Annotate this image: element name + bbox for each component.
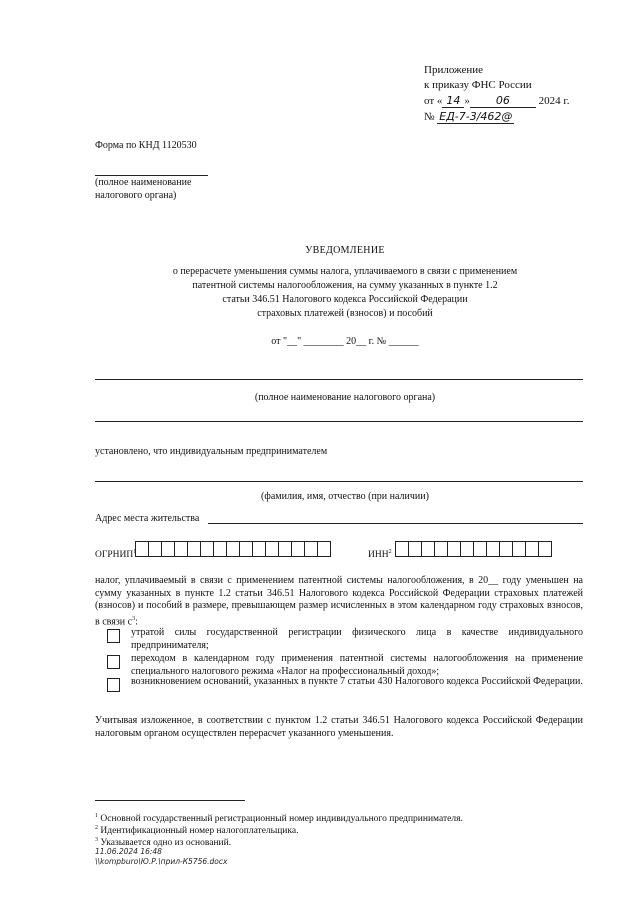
inn-cell[interactable] (395, 541, 409, 557)
ogrnip-cell[interactable] (200, 541, 214, 557)
fio-caption: (фамилия, имя, отчество (при наличии) (261, 491, 429, 502)
ogrnip-cells[interactable] (135, 541, 330, 557)
order-month: 06 (470, 94, 536, 108)
from-mid: » (464, 95, 470, 107)
inn-cell[interactable] (421, 541, 435, 557)
stamp-path: \\kompburo\Ю.Р.\прил-К5756.docx (95, 857, 228, 866)
inn-cell[interactable] (473, 541, 487, 557)
ogrnip-cell[interactable] (135, 541, 149, 557)
footnote-separator (95, 800, 245, 801)
inn-cell[interactable] (486, 541, 500, 557)
number-value: ЕД-7-3/462@ (439, 110, 513, 123)
tax-organ-full-line-2 (95, 421, 583, 422)
body-footnote-ref: 3 (132, 615, 136, 622)
option-checkbox-3[interactable] (107, 678, 120, 692)
order-year: 2024 г. (538, 95, 570, 107)
ogrnip-cell[interactable] (213, 541, 227, 557)
option-checkbox-2[interactable] (107, 655, 120, 669)
ogrnip-cell[interactable] (317, 541, 331, 557)
footnote-3-num: 3 (95, 837, 98, 843)
footnote-1-text: Основной государственный регистрационный номер индивидуального предпринимателя. (100, 814, 463, 825)
inn-cells[interactable] (395, 541, 551, 557)
ogrnip-cell[interactable] (239, 541, 253, 557)
option-text-2: переходом в календарном году применения патентной системы налогообложения на применение специального налогового режима «Налог на профессиональный доход»; (131, 653, 583, 677)
tax-organ-full-line (95, 379, 583, 380)
subtitle-line-3: статьи 346.51 Налогового кодекса Российской Федерации (222, 294, 468, 305)
option-text-3: возникновением оснований, указанных в пункте 7 статьи 430 Налогового кодекса Российской Федерации. (131, 676, 583, 687)
appendix-label: Приложение (424, 64, 484, 76)
inn-cell[interactable] (525, 541, 539, 557)
inn-cell[interactable] (447, 541, 461, 557)
option-checkbox-1[interactable] (107, 629, 120, 643)
established-text: установлено, что индивидуальным предпринимателем (95, 446, 328, 457)
from-prefix: от « (424, 95, 443, 107)
inn-cell[interactable] (460, 541, 474, 557)
inn-label-wrap (368, 546, 392, 561)
subtitle-line-1: о перерасчете уменьшения суммы налога, уплачиваемого в связи с применением (172, 266, 518, 277)
inn-cell[interactable] (434, 541, 448, 557)
ogrnip-cell[interactable] (278, 541, 292, 557)
notice-date-line: от "__" ________ 20__ г. № ______ (271, 336, 419, 347)
ogrnip-cell[interactable] (252, 541, 266, 557)
inn-cell[interactable] (408, 541, 422, 557)
ogrnip-cell[interactable] (161, 541, 175, 557)
ogrnip-cell[interactable] (265, 541, 279, 557)
footnote-2-num: 2 (95, 825, 98, 831)
option-text-1: утратой силы государственной регистрации физического лица в качестве индивидуального предпринимателя; (131, 627, 583, 651)
inn-cell[interactable] (512, 541, 526, 557)
body-text: налог, уплачиваемый в связи с применением патентной системы налогообложения, в 20__ году уменьшен на сумму указанных в пункте 1.2 статьи 346.51 Налогового кодекса Российской Федерации страховых платежей (взносов) и пособий в размере, превышающем размер исчисленных в этом календарном году страховых взносов, в связи с (95, 575, 583, 627)
order-day: 14 (442, 94, 464, 108)
subtitle-line-4: страховых платежей (взносов) и пособий (257, 308, 433, 319)
ogrnip-cell[interactable] (304, 541, 318, 557)
address-label: Адрес места жительства (95, 513, 200, 524)
tax-organ-caption-2: (полное наименование налогового органа) (254, 392, 436, 403)
inn-footnote-ref: 2 (388, 549, 392, 555)
body-paragraph (95, 575, 583, 628)
inn-label: ИНН (368, 550, 389, 561)
inn-cell[interactable] (499, 541, 513, 557)
ogrnip-label: ОГРНИП (95, 550, 134, 561)
tax-organ-caption: (полное наименование налогового органа) (95, 177, 192, 201)
number-prefix: № (424, 111, 435, 123)
ogrnip-cell[interactable] (226, 541, 240, 557)
footnote-1-num: 1 (95, 813, 98, 819)
subtitle-line-2: патентной системы налогообложения, на сумму указанных в пункте 1.2 (192, 280, 498, 291)
conclusion-paragraph: Учитывая изложенное, в соответствии с пунктом 1.2 статьи 346.51 Налогового кодекса Российской Федерации налоговым органом осуществлен перерасчет указанного уменьшения. (95, 715, 583, 739)
ogrnip-label-wrap (95, 546, 136, 561)
ogrnip-cell[interactable] (187, 541, 201, 557)
ogrnip-cell[interactable] (174, 541, 188, 557)
body-end: : (135, 615, 138, 627)
ogrnip-footnote-ref: 1 (133, 549, 137, 555)
stamp-date: 11.06.2024 16:48 (95, 847, 162, 856)
ogrnip-cell[interactable] (291, 541, 305, 557)
order-number (424, 110, 514, 124)
footnote-3-text: Указывается одно из оснований. (100, 838, 232, 849)
fio-line (95, 481, 583, 482)
order-date (424, 94, 594, 108)
order-label: к приказу ФНС России (424, 79, 532, 91)
footnote-2-text: Идентификационный номер налогоплательщика. (100, 826, 299, 837)
tax-organ-line (95, 175, 208, 176)
form-code: Форма по КНД 1120530 (95, 140, 197, 151)
ogrnip-cell[interactable] (148, 541, 162, 557)
inn-cell[interactable] (538, 541, 552, 557)
document-title: УВЕДОМЛЕНИЕ (305, 245, 385, 256)
address-line (208, 523, 583, 524)
